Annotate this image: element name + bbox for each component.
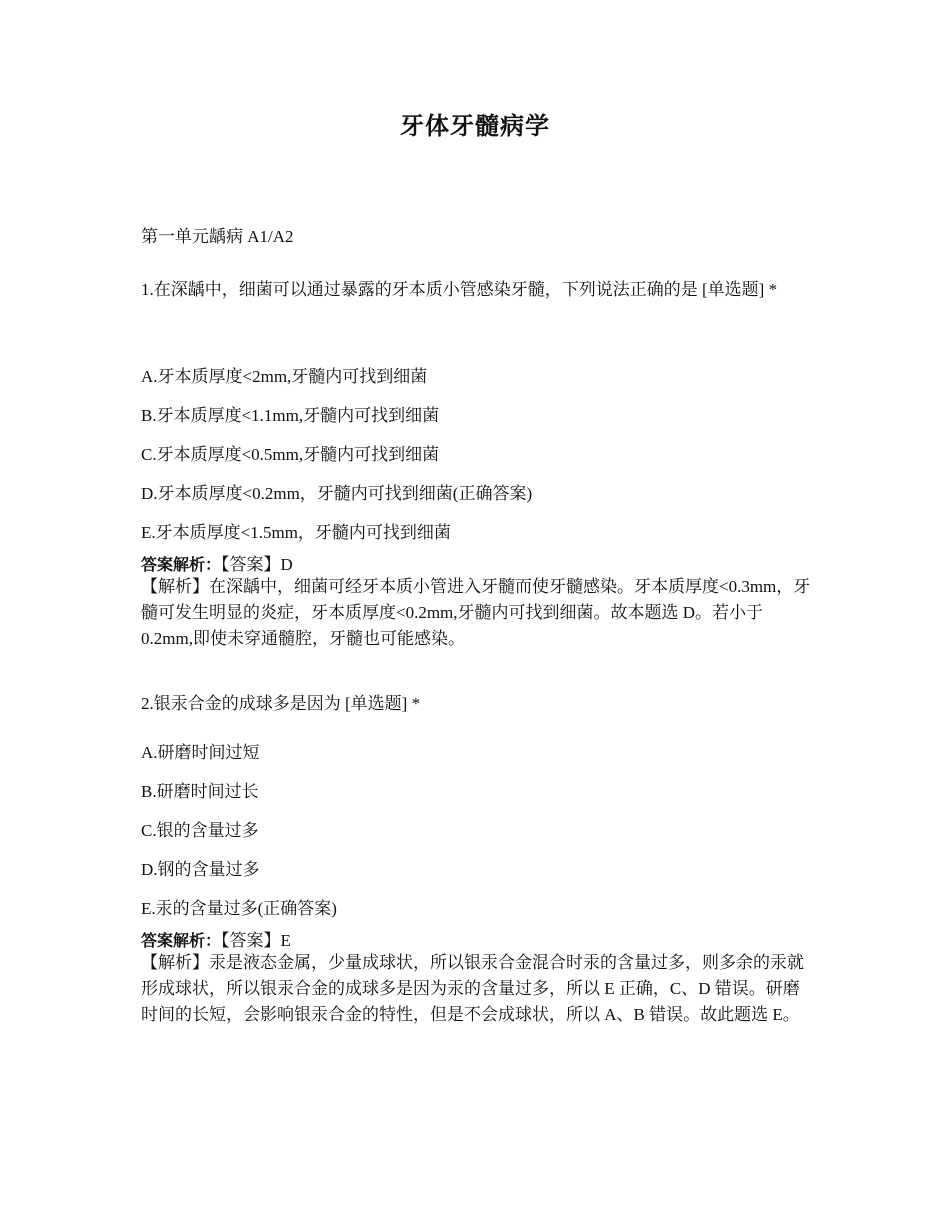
page-title: 牙体牙髓病学	[400, 112, 550, 140]
question-2-option-d: D.钢的含量过多	[141, 860, 260, 879]
answer-label: 答案解析：	[141, 555, 222, 574]
question-2-answer	[141, 926, 291, 951]
question-2-option-b: B.研磨时间过长	[141, 782, 259, 801]
question-1-stem: 1.在深龋中，细菌可以通过暴露的牙本质小管感染牙髓，下列说法正确的是 [单选题] *	[141, 280, 778, 299]
question-2-analysis: 【解析】汞是液态金属，少量成球状，所以银汞合金混合时汞的含量过多，则多余的汞就形成球状，所以银汞合金的成球多是因为汞的含量过多，所以 E 正确，C、D 错误。研磨时间的长短，会影响银汞合金的特性，但是不会成球状，所以 A、B 错误。故此题选 E。	[141, 953, 804, 1024]
question-2-option-e: E.汞的含量过多(正确答案)	[141, 899, 337, 918]
answer-label: 答案解析：	[141, 931, 222, 950]
question-1-option-b: B.牙本质厚度<1.1mm,牙髓内可找到细菌	[141, 406, 440, 425]
question-2-option-a: A.研磨时间过短	[141, 743, 260, 762]
answer-value: 【答案】D	[221, 555, 293, 574]
unit-heading: 第一单元龋病 A1/A2	[141, 227, 294, 246]
question-1-option-a: A.牙本质厚度<2mm,牙髓内可找到细菌	[141, 367, 428, 386]
question-2-option-c: C.银的含量过多	[141, 821, 259, 840]
question-1-option-c: C.牙本质厚度<0.5mm,牙髓内可找到细菌	[141, 445, 440, 464]
question-2-stem: 2.银汞合金的成球多是因为 [单选题] *	[141, 694, 421, 713]
question-1-option-e: E.牙本质厚度<1.5mm，牙髓内可找到细菌	[141, 523, 451, 542]
question-1-answer	[141, 550, 293, 575]
answer-value: 【答案】E	[221, 931, 291, 950]
question-1-analysis: 【解析】在深龋中，细菌可经牙本质小管进入牙髓而使牙髓感染。牙本质厚度<0.3mm，牙髓可发生明显的炎症，牙本质厚度<0.2mm,牙髓内可找到细菌。故本题选 D。若小于 0.2mm,即使未穿通髓腔，牙髓也可能感染。	[141, 577, 811, 648]
question-1-option-d: D.牙本质厚度<0.2mm，牙髓内可找到细菌(正确答案)	[141, 484, 533, 503]
